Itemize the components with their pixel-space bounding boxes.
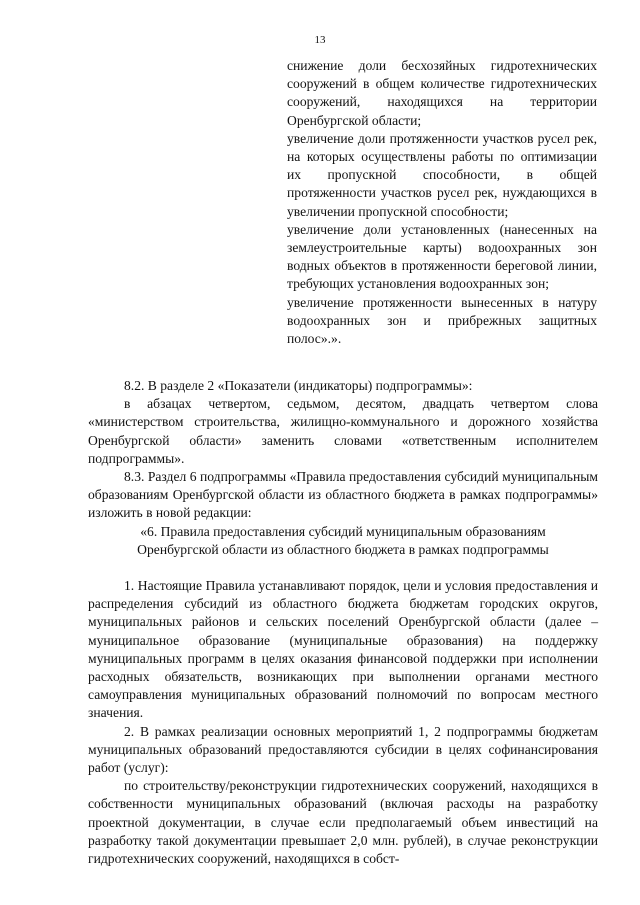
- section-heading-line-2: Оренбургской области из областного бюджета в рамках подпрограммы: [137, 541, 549, 557]
- paragraph-8-3: 8.3. Раздел 6 подпрограммы «Правила предоставления субсидий муниципальным образованиям Оренбургской области из областного бюджета в рамках подпрограммы» изложить в новой редакции:: [88, 469, 598, 521]
- section-heading-line-1: «6. Правила предоставления субсидий муниципальным образованиям: [140, 523, 546, 539]
- indicator-list: [287, 57, 597, 348]
- main-text: [88, 377, 598, 868]
- spacer: [88, 559, 598, 577]
- indicator-item: увеличение протяженности вынесенных в натуру водоохранных зон и прибрежных защитных полос».».: [287, 294, 597, 347]
- rule-paragraph-3: по строительству/реконструкции гидротехнических сооружений, находящихся в собственности муниципальных образований (включая расходы на разработку проектной документации, в случае если предполагаемый объем инвестиций на разработку такой документации превышает 2,0 млн. рублей), в случае реконструкции гидротехнических сооружений, находящихся в собст-: [88, 778, 598, 867]
- paragraph-8-2: 8.2. В разделе 2 «Показатели (индикаторы) подпрограммы»:: [124, 378, 473, 393]
- rule-paragraph-1: 1. Настоящие Правила устанавливают порядок, цели и условия предоставления и распределения субсидий из областного бюджета бюджетам городских округов, муниципальных районов и сельских поселений Оренбургской области (далее – муниципальное образование (муниципальные образования) на поддержку муниципальных программ в целях оказания финансовой поддержки при исполнении расходных обязательств, возникающих при выполнении органами местного самоуправления муниципальных образований полномочий по вопросам местного значения.: [88, 578, 598, 721]
- paragraph-amendment: в абзацах четвертом, седьмом, десятом, двадцать четвертом слова «министерством строительства, жилищно-коммунального и дорожного хозяйства Оренбургской области» заменить словами «ответственным исполнителем подпрограммы».: [88, 396, 598, 466]
- rule-paragraph-2: 2. В рамках реализации основных мероприятий 1, 2 подпрограммы бюджетам муниципальных образований предоставляются субсидии в целях софинансирования работ (услуг):: [88, 723, 598, 776]
- indicator-item: увеличение доли установленных (нанесенных на землеустроительные карты) водоохранных зон водных объектов в протяженности береговой линии, требующих установления водоохранных зон;: [287, 221, 597, 292]
- indicator-item: снижение доли бесхозяйных гидротехнических сооружений в общем количестве гидротехнических сооружений, находящихся на территории Оренбургской области;: [287, 58, 597, 128]
- page-number: 13: [314, 34, 326, 46]
- indicator-item: увеличение доли протяженности участков русел рек, на которых осуществлены работы по оптимизации их пропускной способности, в общей протяженности участков русел рек, нуждающихся в увеличении пропускной способности;: [287, 130, 597, 219]
